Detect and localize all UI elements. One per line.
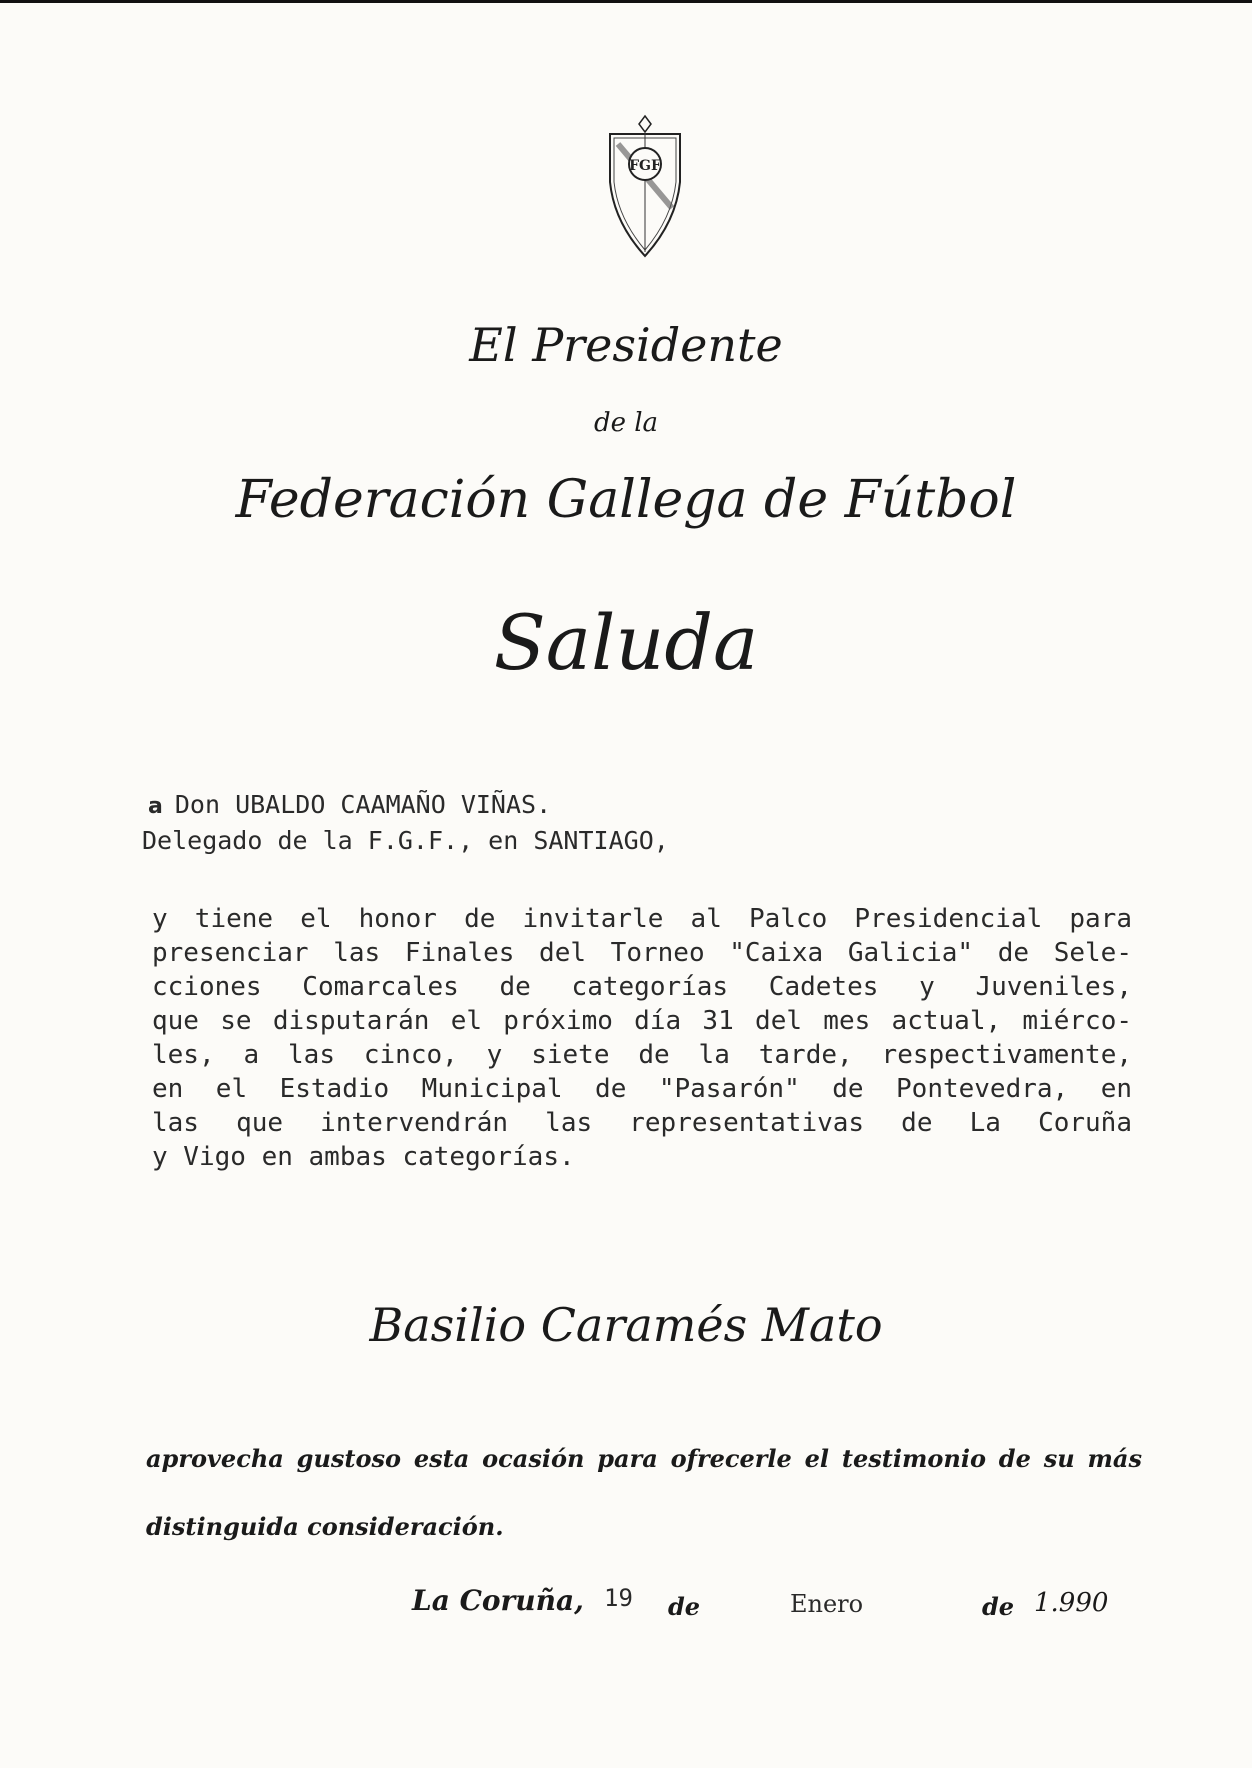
invitation-body (152, 902, 1132, 1174)
date-de-2: de (982, 1592, 1015, 1621)
body-line: les, a las cinco, y siete de la tarde, respectivamente, (152, 1040, 1132, 1070)
scan-top-edge (0, 0, 1252, 3)
addressee-prefix: a (148, 794, 163, 819)
date-day: 19 (604, 1584, 633, 1612)
body-line: presenciar las Finales del Torneo "Caixa Galicia" de Sele- (152, 938, 1132, 968)
date-month: Enero (790, 1590, 864, 1618)
body-line: y Vigo en ambas categorías. (152, 1142, 575, 1172)
date-place: La Coruña, (412, 1584, 584, 1617)
header-federation-name: Federación Gallega de Fútbol (235, 470, 1017, 530)
body-line: y tiene el honor de invitarle al Palco Presidencial para (152, 904, 1132, 934)
body-line: cciones Comarcales de categorías Cadetes y Juveniles, (152, 972, 1132, 1002)
closing-line-2: distinguida consideración. (146, 1512, 504, 1541)
signer-name: Basilio Caramés Mato (369, 1298, 883, 1352)
addressee-name-line (148, 790, 551, 819)
date-year: 1.990 (1034, 1588, 1109, 1618)
federation-crest-logo (604, 112, 686, 260)
addressee-role: Delegado de la F.G.F., en SANTIAGO, (142, 826, 669, 855)
body-line: en el Estadio Municipal de "Pasarón" de Pontevedra, en (152, 1074, 1132, 1104)
header-saluda: Saluda (493, 598, 759, 687)
body-line: que se disputarán el próximo día 31 del mes actual, miérco- (152, 1006, 1132, 1036)
header-de-la: de la (593, 408, 659, 438)
body-line: las que intervendrán las representativas de La Coruña (152, 1108, 1132, 1138)
addressee-name: Don UBALDO CAAMAÑO VIÑAS. (174, 790, 552, 819)
header-el-presidente: El Presidente (469, 318, 783, 372)
closing-line-1: aprovecha gustoso esta ocasión para ofrecerle el testimonio de su más (146, 1444, 1142, 1473)
date-de-1: de (668, 1592, 701, 1621)
svg-text:FGF: FGF (629, 158, 661, 174)
